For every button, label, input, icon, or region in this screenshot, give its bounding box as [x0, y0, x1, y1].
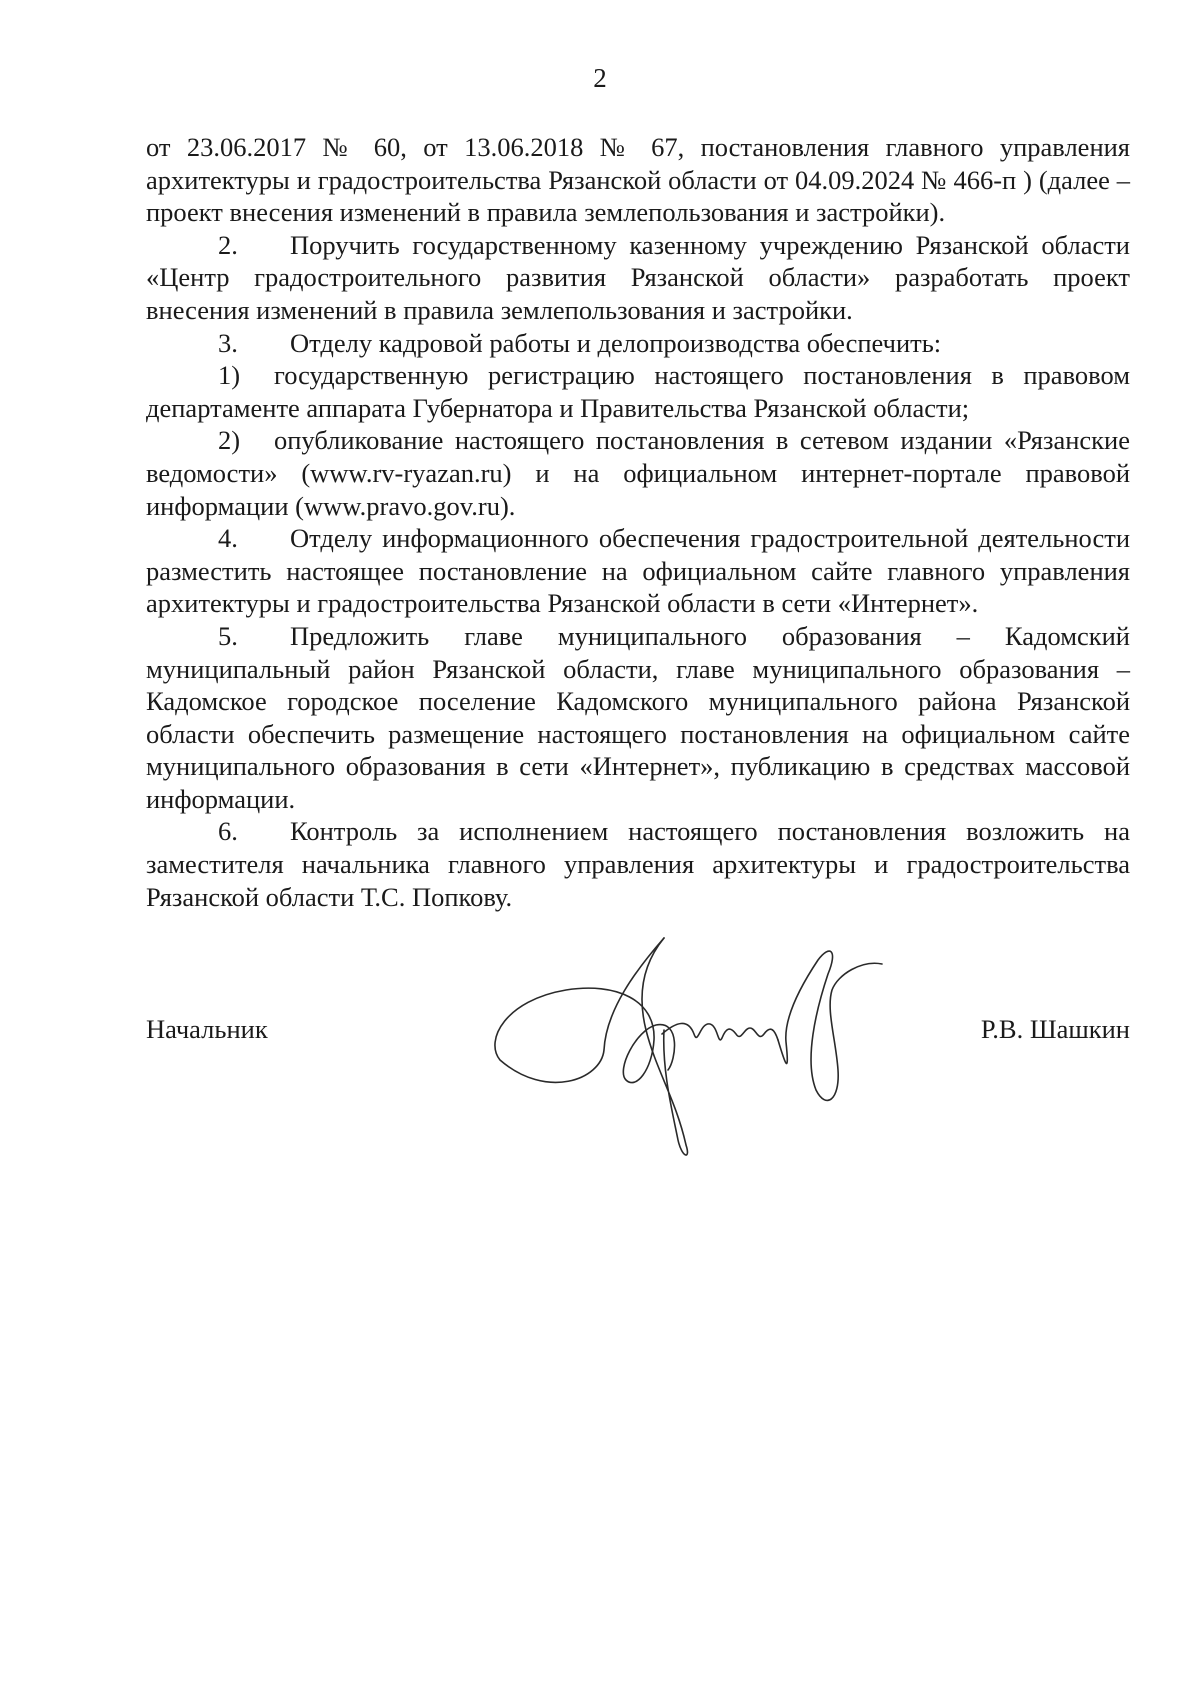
paragraph-text: Поручить государственному казенному учреждению Рязанской области «Центр градостроительного развития Рязанской области» разработать проект внесения изменений в правила землепользования и застройки. [146, 229, 1130, 325]
paragraph-text: Контроль за исполнением настоящего постановления возложить на заместителя начальника главного управления архитектуры и градостроительства Рязанской области Т.С. Попкову. [146, 816, 1130, 912]
paragraph-item-3 [146, 327, 1130, 360]
paragraph-continuation [146, 131, 1130, 229]
document-body [146, 131, 1130, 913]
paragraph-text: от 23.06.2017 № 60, от 13.06.2018 № 67, постановления главного управления архитектуры и градостроительства Рязанской области от 04.09.2024 № 466-п ) (далее – проект внесения изменений в правила землепользования и застройки). [146, 132, 1130, 228]
paragraph-number: 6. [218, 816, 238, 847]
paragraph-item-2 [146, 229, 1130, 327]
subitem-2 [146, 424, 1130, 522]
subitem-text: опубликование настоящего постановления в сетевом издании «Рязанские ведомости» (www.rv-ryazan.ru) и на официальном интернет-портале правовой информации (www.pravo.gov.ru). [146, 425, 1130, 521]
page-number: 2 [593, 63, 607, 93]
subitem-number: 2) [218, 425, 241, 456]
paragraph-text: Отделу информационного обеспечения градостроительной деятельности разместить настоящее постановление на официальном сайте главного управления архитектуры и градостроительства Рязанской области в сети «Интернет». [146, 523, 1130, 619]
paragraph-number: 4. [218, 523, 238, 554]
subitem-1 [146, 359, 1130, 424]
signatory-name: Р.В. Шашкин [980, 1014, 1130, 1044]
paragraph-item-4 [146, 522, 1130, 620]
subitem-number: 1) [218, 360, 241, 391]
paragraph-text: Предложить главе муниципального образования – Кадомский муниципальный район Рязанской области, главе муниципального образования – Кадомское городское поселение Кадомского муниципального района Рязанской области обеспечить размещение настоящего постановления на официальном сайте муниципального образования в сети «Интернет», публикацию в средствах массовой информации. [146, 620, 1130, 814]
paragraph-number: 5. [218, 620, 238, 651]
signatory-position: Начальник [146, 1014, 268, 1044]
paragraph-text: Отделу кадровой работы и делопроизводства обеспечить: [290, 327, 942, 358]
paragraph-number: 3. [218, 327, 238, 358]
subitem-text: государственную регистрацию настоящего постановления в правовом департаменте аппарата Губернатора и Правительства Рязанской области; [146, 360, 1130, 423]
signature-block [146, 1013, 1130, 1053]
paragraph-item-6 [146, 815, 1130, 913]
paragraph-number: 2. [218, 229, 238, 260]
paragraph-item-5 [146, 620, 1130, 816]
